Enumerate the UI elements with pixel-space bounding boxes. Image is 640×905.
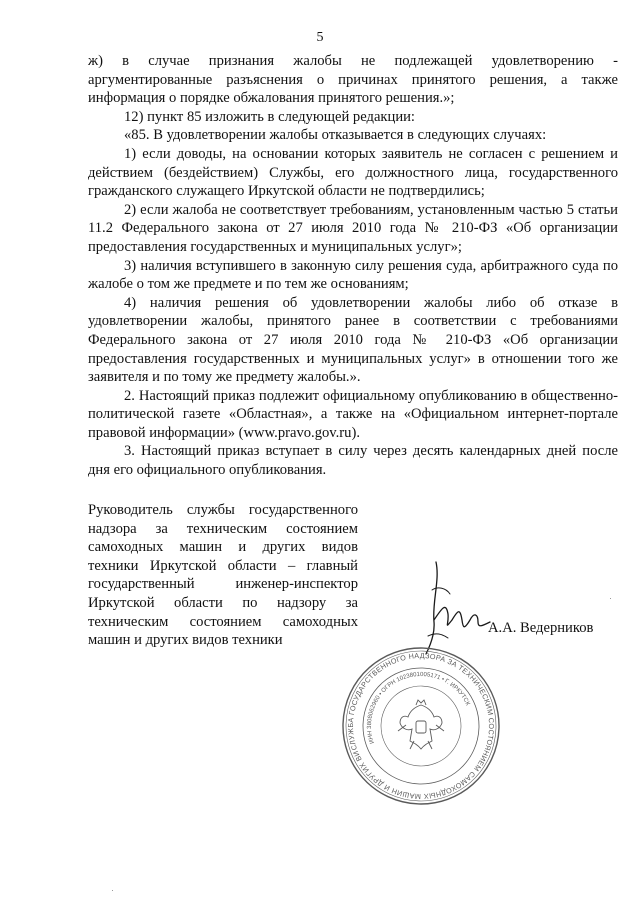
body-text [88, 52, 618, 480]
paragraph: ж) в случае признания жалобы не подлежащей удовлетворению - аргументированные разъяснения о причинах принятого решения, а также информация о порядке обжалования принятого решения.»; [88, 53, 618, 107]
paragraph: 1) если доводы, на основании которых заявитель не согласен с решением и действием (бездействием) Службы, его должностного лица, государственного гражданского служащего Иркутской области не подтвердились; [88, 145, 618, 200]
signer-title [88, 501, 358, 650]
svg-text:СЛУЖБА ГОСУДАРСТВЕННОГО НАДЗОР [340, 645, 502, 807]
paragraph: 2) если жалоба не соответствует требованиям, установленным частью 5 статьи 11.2 Федерального закона от 27 июля 2010 года № 210-ФЗ «Об организации предоставления государственных и муниципальных услуг»; [88, 201, 618, 255]
paragraph: 12) пункт 85 изложить в следующей редакции: [124, 108, 415, 125]
scan-speck [112, 890, 113, 891]
scan-speck [610, 598, 611, 599]
page-number: 5 [316, 30, 324, 45]
signer-title-line: техники Иркутской области – главный [88, 557, 358, 574]
signer-title-line: самоходных машин и других видов [88, 539, 358, 556]
official-seal [340, 645, 502, 807]
paragraph: 3) наличия вступившего в законную силу решения суда, арбитражного суда по жалобе о том же предмете и по тем же основаниям; [88, 257, 618, 293]
signer-title-line: надзора за техническим состоянием [88, 520, 358, 537]
handwritten-signature [418, 550, 498, 660]
signer-title-line: Иркутской области по надзору за [88, 594, 358, 611]
paragraph: 4) наличия решения об удовлетворении жалобы либо об отказе в удовлетворении жалобы, принятого ранее в соответствии с требованиями Федерального закона от 27 июля 2010 года № 210-ФЗ «Об организации предоставления государственных и муниципальных услуг» в отношении того же заявителя и по тому же предмету жалобы.». [88, 294, 618, 386]
signer-title-line: техническим состоянием самоходных [88, 613, 358, 630]
coat-of-arms-emblem [398, 700, 444, 749]
signer-title-line: машин и других видов техники [88, 632, 283, 649]
signer-title-line: Руководитель службы государственного [88, 502, 358, 518]
signer-title-line: государственный инженер-инспектор [88, 576, 358, 593]
paragraph: 2. Настоящий приказ подлежит официальному опубликованию в общественно-политической газете «Областная», а также на «Официальном интернет-портале правовой информации» (www.pravo.gov.ru). [88, 387, 618, 441]
seal-outer-text: СЛУЖБА ГОСУДАРСТВЕННОГО НАДЗОРА ЗА ТЕХНИЧЕСКИМ СОСТОЯНИЕМ САМОХОДНЫХ МАШИН И ДРУГИХ ВИДОВ [345, 650, 497, 802]
signer-name: А.А. Ведерников [488, 620, 594, 636]
paragraph: 3. Настоящий приказ вступает в силу через десять календарных дней после дня его официального опубликования. [88, 443, 618, 479]
paragraph: «85. В удовлетворении жалобы отказывается в следующих случаях: [124, 127, 547, 144]
seal-inner-text: ИНН 3808062960 • ОГРН 1023801005171 • Г. ИРКУТСК [366, 671, 471, 745]
